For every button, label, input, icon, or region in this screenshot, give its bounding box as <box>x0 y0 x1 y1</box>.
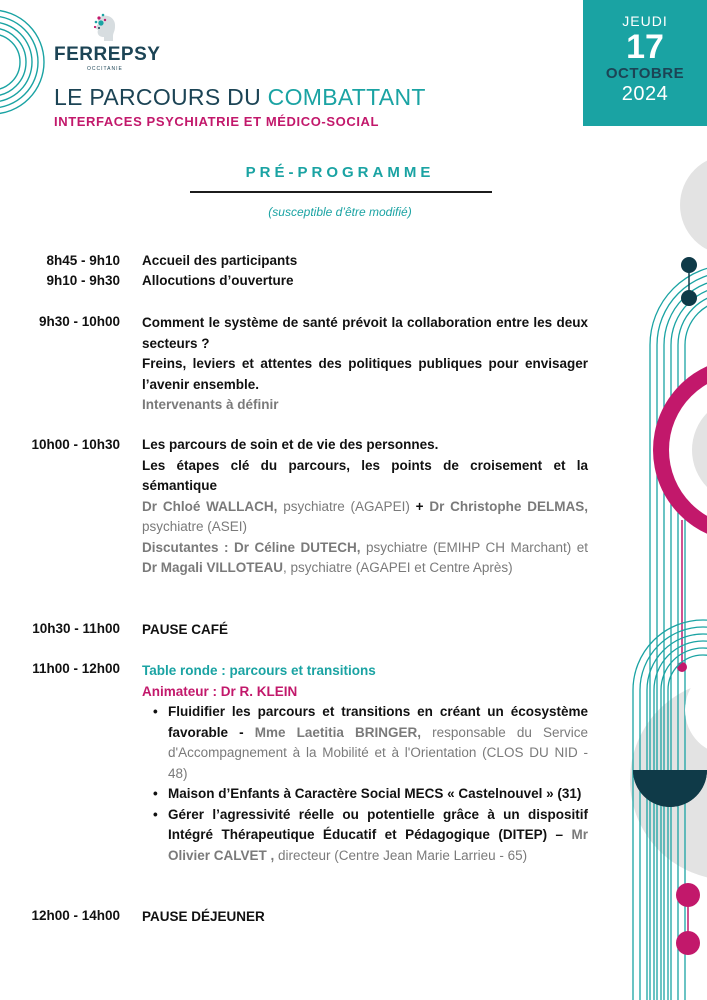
date-day: JEUDI <box>622 13 668 29</box>
event-title-part1: LE PARCOURS DU <box>54 84 268 110</box>
discussant-role: , psychiatre (AGAPEI et Centre Après) <box>283 560 513 575</box>
speaker-role: psychiatre (AGAPEI) <box>277 498 416 514</box>
session-time: 8h45 - 9h10 <box>46 253 120 268</box>
session-welcome <box>142 251 588 272</box>
date-box <box>583 0 707 126</box>
event-title <box>54 84 426 111</box>
discussant-name: Dr Magali VILLOTEAU <box>142 560 284 575</box>
session-discussants <box>142 538 588 579</box>
list-item <box>168 805 588 867</box>
date-number: 17 <box>626 28 664 66</box>
discussant-label: Discutantes : Dr Céline DUTECH, <box>142 539 361 555</box>
event-subtitle: INTERFACES PSYCHIATRIE ET MÉDICO-SOCIAL <box>54 114 380 129</box>
session-speakers: Intervenants à définir <box>142 397 279 412</box>
session-subtitle: Les étapes clé du parcours, les points de croisement et la sémantique <box>142 457 588 493</box>
session-time: 10h00 - 10h30 <box>31 437 120 452</box>
brand-name: FERREPSY <box>54 44 161 65</box>
event-title-part2: COMBATTANT <box>267 84 426 110</box>
item-title: Gérer l’agressivité réelle ou potentielle grâce à un dispositif Intégré Thérapeutique Éducatif et Pédagogique (DITEP) – <box>168 806 588 842</box>
session-health-system <box>142 313 588 416</box>
item-speaker: Mr Olivier CALVET , <box>168 827 589 863</box>
list-item <box>168 784 588 805</box>
speaker-role: psychiatre (ASEI) <box>142 519 248 534</box>
round-table-list <box>142 702 588 866</box>
section-note: (susceptible d’être modifié) <box>268 205 412 219</box>
item-title: Fluidifier les parcours et transitions en créant un écosystème favorable - <box>168 704 588 740</box>
item-role: responsable du Service d'Accompagnement à la Mobilité et à l'Orientation (CLOS DU NID - 48) <box>168 724 588 781</box>
list-item <box>168 702 588 784</box>
item-speaker: Mme Laetitia BRINGER, <box>254 724 422 740</box>
date-year: 2024 <box>621 83 669 105</box>
speaker-name: Dr Christophe DELMAS, <box>423 498 588 514</box>
corner-rings-decoration <box>0 0 50 140</box>
speaker-plus: + <box>415 498 424 514</box>
session-title: Les parcours de soin et de vie des personnes. <box>142 437 439 452</box>
session-subtitle: Freins, leviers et attentes des politiques publiques pour envisager l’avenir ensemble. <box>142 356 588 392</box>
section-title: PRÉ-PROGRAMME <box>245 164 435 181</box>
session-time: 10h30 - 11h00 <box>32 621 120 636</box>
session-animator: Animateur : Dr R. KLEIN <box>142 683 298 699</box>
brand-region: OCCITANIE <box>87 66 123 72</box>
session-title: PAUSE DÉJEUNER <box>142 909 265 924</box>
item-title: Maison d’Enfants à Caractère Social MECS « Castelnouvel » (31) <box>168 786 582 801</box>
item-role: directeur (Centre Jean Marie Larrieu - 65) <box>274 847 528 863</box>
session-title: Accueil des participants <box>142 253 298 268</box>
session-round-table <box>142 661 588 866</box>
discussant-role: psychiatre (EMIHP CH Marchant) et <box>360 539 588 555</box>
session-time: 9h30 - 10h00 <box>38 314 120 329</box>
session-time: 11h00 - 12h00 <box>32 661 120 676</box>
ferrepsy-logo-icon <box>90 12 120 44</box>
session-title: PAUSE CAFÉ <box>142 622 229 637</box>
session-title: Allocutions d’ouverture <box>142 273 294 288</box>
session-opening <box>142 271 588 292</box>
date-month: OCTOBRE <box>605 65 685 82</box>
session-lunch-break <box>142 907 588 928</box>
speaker-name: Dr Chloé WALLACH, <box>142 498 278 514</box>
session-coffee-break <box>142 620 588 641</box>
session-time: 12h00 - 14h00 <box>31 908 120 923</box>
session-time: 9h10 - 9h30 <box>46 273 120 288</box>
section-divider <box>190 191 492 193</box>
session-care-paths <box>142 435 588 579</box>
session-title: Comment le système de santé prévoit la collaboration entre les deux secteurs ? <box>142 315 588 351</box>
right-decoration <box>600 140 707 1000</box>
session-title: Table ronde : parcours et transitions <box>142 663 376 678</box>
session-speakers <box>142 497 588 538</box>
